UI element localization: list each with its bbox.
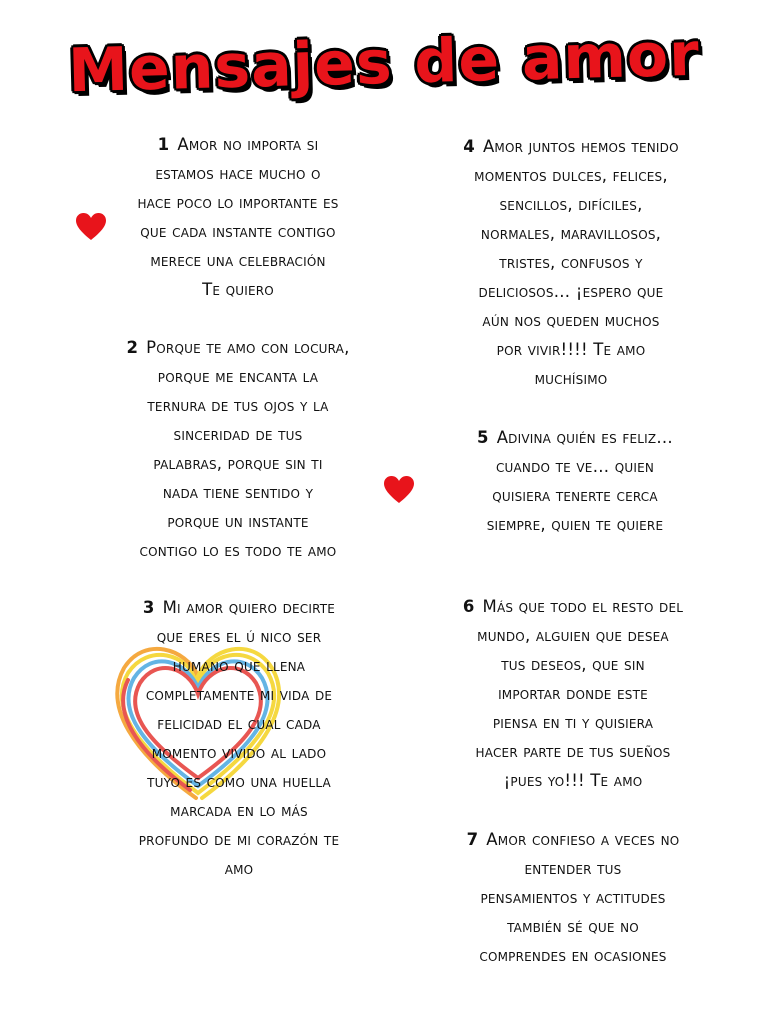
message-line: que eres el ú nico ser [156, 627, 322, 646]
message-line: tus deseos, que sin [501, 655, 645, 674]
message-line: Amor juntos hemos tenido [482, 137, 679, 156]
message-number: 2 [126, 338, 139, 357]
message-line: comprendes en ocasiones [479, 946, 667, 965]
message-line: contigo lo es todo te amo [139, 541, 337, 560]
message-line: Amor no importa si [177, 135, 319, 154]
message-line: humano que llena [172, 656, 306, 675]
message-line: estamos hace mucho o [155, 164, 321, 183]
message-number: 7 [466, 830, 479, 849]
message-line: porque me encanta la [157, 367, 319, 386]
message-line: muchísimo [534, 369, 608, 388]
message-4 [430, 132, 712, 393]
message-line: Te quiero [202, 280, 274, 299]
message-5 [446, 423, 704, 539]
message-line: sencillos, difíciles, [499, 195, 643, 214]
message-line: hace poco lo importante es [137, 193, 339, 212]
message-line: que cada instante contigo [140, 222, 336, 241]
message-line: mundo, alguien que desea [477, 626, 669, 645]
message-line: Amor confieso a veces no [486, 830, 680, 849]
message-line: importar donde este [498, 684, 648, 703]
message-line: palabras, porque sin ti [153, 454, 323, 473]
message-line: felicidad el cual cada [157, 714, 321, 733]
message-3 [104, 593, 374, 883]
message-line: profundo de mi corazón te [138, 830, 340, 849]
message-line: piensa en ti y quisiera [492, 713, 654, 732]
message-number: 5 [477, 428, 489, 447]
message-line: también sé que no [507, 917, 639, 936]
message-line: aún nos queden muchos [482, 311, 660, 330]
message-number: 3 [142, 598, 155, 617]
message-line: momentos dulces, felices, [474, 166, 668, 185]
message-line: completamente mi vida de [145, 685, 333, 704]
message-line: tristes, confusos y [499, 253, 643, 272]
heart-icon [384, 476, 414, 504]
message-line: ¡pues yo!!! Te amo [503, 771, 643, 790]
message-line: amo [224, 859, 254, 878]
message-line: sinceridad de tus [173, 425, 303, 444]
message-line: normales, maravillosos, [480, 224, 662, 243]
message-line: nada tiene sentido y [162, 483, 314, 502]
heart-icon [76, 213, 106, 241]
message-line: hacer parte de tus sueños [475, 742, 671, 761]
message-line: deliciosos… ¡espero que [478, 282, 664, 301]
message-number: 6 [462, 597, 475, 616]
message-line: Mi amor quiero decirte [162, 598, 336, 617]
message-line: Porque te amo con locura, [146, 338, 350, 357]
message-line: quisiera tenerte cerca [492, 486, 658, 505]
message-line: merece una celebración [150, 251, 326, 270]
message-number: 1 [157, 135, 170, 154]
message-line: Adivina quién es feliz… [496, 428, 673, 447]
message-line: porque un instante [167, 512, 309, 531]
message-line: tuyo es como una huella [147, 772, 331, 791]
message-line: marcada en lo más [170, 801, 308, 820]
message-line: pensamientos y actitudes [480, 888, 666, 907]
message-line: cuando te ve… quien [495, 457, 655, 476]
message-2 [96, 333, 380, 565]
message-1 [108, 130, 368, 304]
message-6 [432, 592, 714, 795]
message-line: por vivir!!!! Te amo [496, 340, 646, 359]
message-line: ternura de tus ojos y la [147, 396, 329, 415]
page-title: Mensajes de amor [67, 19, 701, 107]
message-line: entender tus [524, 859, 622, 878]
message-7 [432, 825, 714, 970]
message-line: momento vivido al lado [151, 743, 327, 762]
message-line: Más que todo el resto del [482, 597, 684, 616]
message-number: 4 [463, 137, 475, 156]
message-line: siempre, quien te quiere [486, 515, 664, 534]
